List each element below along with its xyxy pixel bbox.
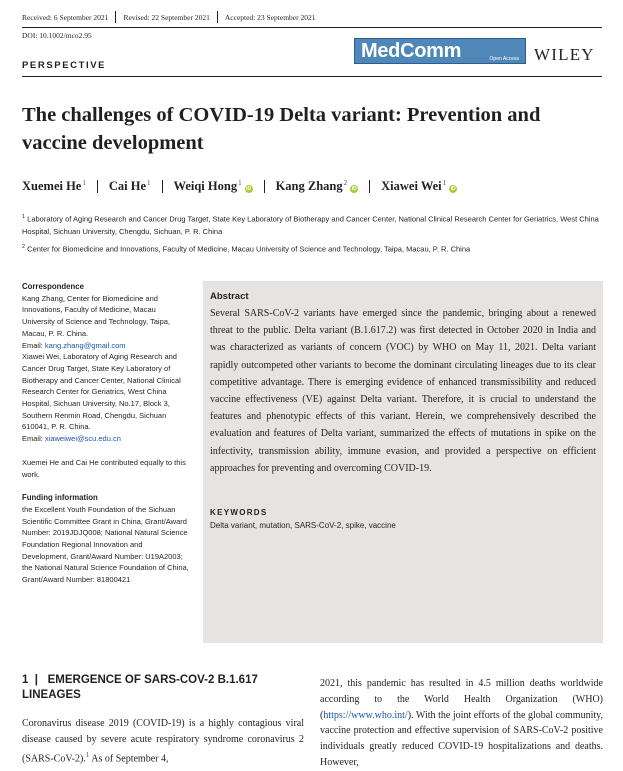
- article-type: PERSPECTIVE: [22, 60, 107, 71]
- author-affiliation: 1: [147, 179, 151, 187]
- correspondence-block-1: Kang Zhang, Center for Biomedicine and Innovations, Faculty of Medicine, Macau University of Science and Technology, Taipa, Macau, P. R. China.: [22, 293, 171, 338]
- publisher-logo: WILEY: [534, 45, 595, 64]
- body-text-left: [22, 716, 304, 767]
- orcid-icon[interactable]: iD: [450, 186, 456, 193]
- journal-logo: [354, 38, 526, 64]
- contribution-note: Xuemei He and Cai He contributed equally to this work.: [22, 457, 186, 479]
- author[interactable]: [276, 179, 359, 194]
- affiliation-1: [22, 211, 607, 238]
- author-affiliation: 1: [442, 179, 447, 187]
- author[interactable]: [22, 179, 86, 194]
- correspondence-email-1: [22, 340, 190, 352]
- author-separator: [264, 180, 265, 193]
- body-text-right: [320, 676, 603, 771]
- revised-date: Revised: 22 September 2021: [123, 12, 210, 22]
- author-separator: [369, 180, 370, 193]
- author-separator: [162, 180, 163, 193]
- article-title: The challenges of COVID-19 Delta variant: Prevention and vaccine development: [22, 104, 541, 154]
- doi[interactable]: DOI: 10.1002/mco2.95: [22, 31, 92, 40]
- author-affiliation: 1: [238, 179, 242, 187]
- correspondence-column: [22, 281, 190, 586]
- abstract-heading: Abstract: [210, 291, 249, 302]
- date-separator: [217, 11, 218, 23]
- email-label: Email:: [22, 434, 45, 444]
- author[interactable]: [381, 179, 457, 194]
- correspondence-block-2: Xiawei Wei, Laboratory of Aging Research and Cancer Drug Target, State Key Laboratory of Biotherapy and Cancer Center, National Clinical Research Center for Geriatrics, West China Hospital, Sichuan University, No.17, Block 3, Southern Renmin Road, Chengdu, Sichuan 610041, P. R. China.: [22, 352, 181, 432]
- author-affiliation: 1: [82, 179, 86, 187]
- received-date: Received: 6 September 2021: [22, 12, 109, 22]
- date-separator: [115, 11, 116, 23]
- journal-logo-text: MedComm: [361, 40, 462, 62]
- keywords-heading: KEYWORDS: [210, 508, 268, 517]
- body-paragraph: Coronavirus disease 2019 (COVID-19) is a highly contagious viral disease caused by severe acute respiratory syndrome coronavirus 2 (SARS-CoV-2).: [22, 718, 304, 764]
- author-name: Xiawei Wei: [381, 179, 442, 194]
- section-title: EMERGENCE OF SARS-COV-2 B.1.617 LINEAGES: [22, 674, 258, 701]
- article-dates: [22, 11, 316, 23]
- author[interactable]: [109, 179, 151, 194]
- author[interactable]: [174, 179, 253, 194]
- keywords-list: Delta variant, mutation, SARS-CoV-2, spike, vaccine: [210, 521, 396, 530]
- funding-text: the Excellent Youth Foundation of the Sichuan Scientific Committee Grant in China, Grant/Award Number: 2019JDJQ008; National Natural Science Foundation Regional Innovation and Development, Grant/Award Number: U19A2003; the National Natural Science Foundation of China, Grant/Award Number: 81800421: [22, 504, 189, 585]
- author-list: [22, 179, 457, 194]
- email-link-1[interactable]: kang.zhang@gmail.com: [44, 340, 126, 350]
- affiliation-number: 2: [22, 244, 26, 250]
- article-type-rule: [22, 76, 602, 77]
- correspondence-email-2: [22, 433, 190, 445]
- affiliation-text: Center for Biomedicine and Innovations, Faculty of Medicine, Macau University of Science and Technology, Taipa, Macau, P. R. China: [27, 244, 471, 254]
- section-heading: 1 | EMERGENCE OF SARS-COV-2 B.1.617 LINEAGES: [22, 674, 258, 701]
- author-name: Kang Zhang: [275, 179, 343, 194]
- affiliation-number: 1: [22, 214, 26, 220]
- body-paragraph: 2021, this pandemic has resulted in 4.5 million deaths worldwide according to the World Health Organization (WHO) (: [320, 678, 603, 721]
- author-name: Cai He: [108, 179, 147, 194]
- reference-link[interactable]: 1: [85, 750, 90, 759]
- author-separator: [97, 180, 98, 193]
- section-number: 1: [22, 674, 29, 686]
- affiliation-text: Laboratory of Aging Research and Cancer Drug Target, State Key Laboratory of Biotherapy and Cancer Center, National Clinical Research Center for Geriatrics, West China Hospital, Sichuan University, Chengdu, Sichuan, P. R. China: [22, 214, 599, 236]
- author-name: Weiqi Hong: [173, 179, 238, 194]
- who-link[interactable]: https://www.who.int/: [323, 709, 408, 721]
- body-paragraph-tail: As of September 4,: [89, 752, 169, 764]
- journal-logo-subtitle: Open Access: [489, 56, 519, 62]
- affiliation-2: [22, 241, 607, 256]
- accepted-date: Accepted: 23 September 2021: [224, 12, 316, 22]
- abstract-text: Several SARS-CoV-2 variants have emerged since the pandemic, bringing about a renewed threat to the public. Delta variant (B.1.617.2) was first detected in October 2020 in India and was characterized as variants of concern (VOC) by WHO on May 11, 2021. Delta variant rapidly outcompeted other variants to become the dominant circulating lineages due to its clear competitive advantage. There is emerging evidence of enhanced transmissibility and reduced vaccine effectiveness (VE) against Delta variant. Therefore, it is crucial to understand the features and phenotypic effects of this variant. Herein, we comprehensively described the evaluation and features of Delta variant, summarized the effects of mutations in spike on the infectivity, transmission ability, immune evasion, and provided a perspective on efficient approaches for preventing and overcoming COVID-19.: [210, 308, 596, 474]
- orcid-icon[interactable]: iD: [351, 186, 357, 193]
- email-link-2[interactable]: xiaweiwei@scu.edu.cn: [44, 434, 121, 444]
- funding-heading: Funding information: [22, 493, 98, 503]
- correspondence-heading: Correspondence: [22, 282, 84, 291]
- author-affiliation: 2: [343, 179, 348, 187]
- body-paragraph-tail: ). With the joint efforts of the global community, vaccine protection and effective supervision of SARS-CoV-2 positive individuals greatly reduced COVID-19 hospitalizations and deaths. However,: [320, 709, 603, 768]
- email-label: Email:: [22, 340, 45, 350]
- author-name: Xuemei He: [22, 179, 82, 194]
- orcid-icon[interactable]: iD: [246, 186, 252, 193]
- header-rule: [22, 27, 602, 28]
